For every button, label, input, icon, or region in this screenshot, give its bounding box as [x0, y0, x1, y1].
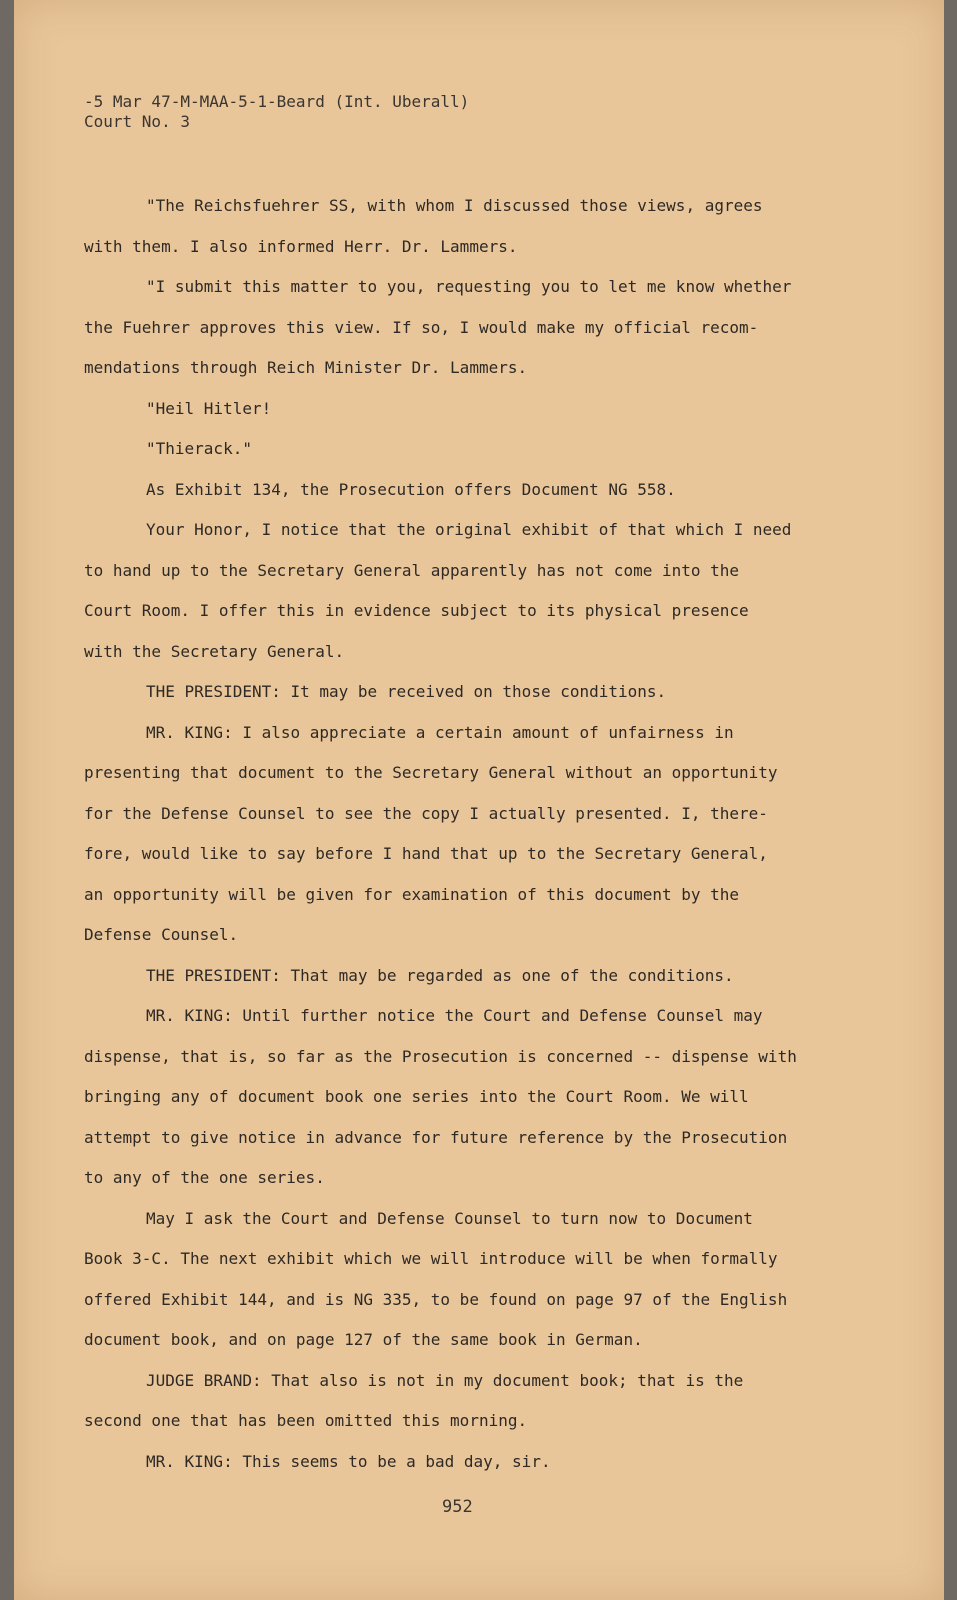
- transcript-line: with them. I also informed Herr. Dr. Lammers.: [84, 236, 518, 256]
- header-line-2: Court No. 3: [84, 112, 190, 131]
- page-number: 952: [442, 1497, 473, 1517]
- transcript-line: Your Honor, I notice that the original exhibit of that which I need: [146, 520, 792, 539]
- transcript-line: Defense Counsel.: [84, 925, 239, 944]
- header-line-1: -5 Mar 47-M-MAA-5-1-Beard (Int. Uberall): [84, 92, 470, 111]
- transcript-line: second one that has been omitted this morning.: [84, 1411, 528, 1430]
- transcript-line: JUDGE BRAND: That also is not in my document book; that is the: [146, 1370, 744, 1390]
- transcript-line: Book 3-C. The next exhibit which we will introduce will be when formally: [84, 1249, 778, 1268]
- transcript-line: bringing any of document book one series into the Court Room. We will: [84, 1087, 749, 1106]
- transcript-line: dispense, that is, so far as the Prosecution is concerned -- dispense with: [84, 1046, 797, 1066]
- transcript-line: for the Defense Counsel to see the copy I actually presented. I, there-: [84, 803, 768, 823]
- transcript-line: the Fuehrer approves this view. If so, I would make my official recom-: [84, 317, 759, 337]
- transcript-line: "Heil Hitler!: [146, 398, 272, 418]
- transcript-line: document book, and on page 127 of the same book in German.: [84, 1330, 643, 1349]
- transcript-line: "Thierack.": [146, 439, 252, 458]
- transcript-line: presenting that document to the Secretary General without an opportunity: [84, 763, 778, 782]
- transcript-line: with the Secretary General.: [84, 641, 345, 661]
- transcript-line: As Exhibit 134, the Prosecution offers Document NG 558.: [146, 479, 676, 499]
- transcript-line: "I submit this matter to you, requesting you to let me know whether: [146, 277, 792, 296]
- transcript-line: THE PRESIDENT: It may be received on those conditions.: [146, 682, 667, 701]
- document-page: [14, 0, 944, 1600]
- transcript-line: THE PRESIDENT: That may be regarded as one of the conditions.: [146, 965, 734, 985]
- transcript-line: "The Reichsfuehrer SS, with whom I discussed those views, agrees: [146, 196, 763, 215]
- transcript-line: offered Exhibit 144, and is NG 335, to be found on page 97 of the English: [84, 1289, 788, 1309]
- transcript-line: an opportunity will be given for examination of this document by the: [84, 884, 740, 904]
- transcript-line: Court Room. I offer this in evidence subject to its physical presence: [84, 601, 749, 620]
- transcript-line: fore, would like to say before I hand that up to the Secretary General,: [84, 844, 768, 863]
- transcript-line: May I ask the Court and Defense Counsel to turn now to Document: [146, 1208, 753, 1228]
- transcript-line: mendations through Reich Minister Dr. Lammers.: [84, 358, 528, 377]
- transcript-line: MR. KING: I also appreciate a certain amount of unfairness in: [146, 722, 734, 742]
- transcript-line: attempt to give notice in advance for future reference by the Prosecution: [84, 1127, 788, 1147]
- transcript-line: to any of the one series.: [84, 1168, 325, 1187]
- transcript-body: [84, 186, 844, 1482]
- document-header: [84, 92, 469, 132]
- transcript-line: to hand up to the Secretary General apparently has not come into the: [84, 560, 740, 580]
- transcript-line: MR. KING: Until further notice the Court and Defense Counsel may: [146, 1006, 763, 1025]
- transcript-line: MR. KING: This seems to be a bad day, sir.: [146, 1451, 551, 1471]
